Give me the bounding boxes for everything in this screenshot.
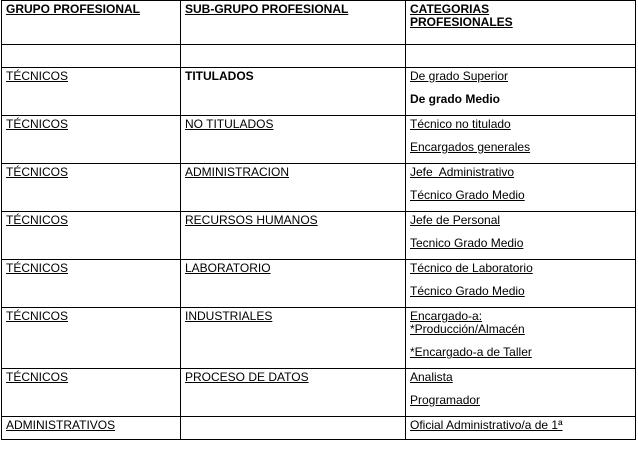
categorias-cell: Encargado-a: *Producción/Almacén *Encargado-a de Taller (406, 308, 636, 369)
table-spacer-row (2, 45, 636, 68)
professional-categories-table (1, 0, 636, 440)
table-row (2, 308, 636, 369)
grupo-cell: ADMINISTRATIVOS (2, 417, 181, 440)
table-row (2, 212, 636, 260)
subgrupo-cell: INDUSTRIALES (181, 308, 406, 369)
table-row (2, 164, 636, 212)
categorias-cell: Oficial Administrativo/a de 1ª (406, 417, 636, 440)
grupo-cell: TÉCNICOS (2, 116, 181, 164)
subgrupo-cell (181, 417, 406, 440)
grupo-cell: TÉCNICOS (2, 212, 181, 260)
table-row (2, 68, 636, 116)
subgrupo-cell: ADMINISTRACION (181, 164, 406, 212)
subgrupo-cell: PROCESO DE DATOS (181, 369, 406, 417)
grupo-cell: TÉCNICOS (2, 260, 181, 308)
table-row (2, 116, 636, 164)
table-header-row (2, 1, 636, 45)
table-row (2, 260, 636, 308)
categorias-cell: Analista Programador (406, 369, 636, 417)
grupo-cell: TÉCNICOS (2, 369, 181, 417)
header-sub-grupo-profesional: SUB-GRUPO PROFESIONAL (181, 1, 406, 45)
subgrupo-cell: LABORATORIO (181, 260, 406, 308)
subgrupo-cell: RECURSOS HUMANOS (181, 212, 406, 260)
table-row (2, 417, 636, 440)
grupo-cell: TÉCNICOS (2, 308, 181, 369)
categorias-cell: De grado Superior De grado Medio (406, 68, 636, 116)
subgrupo-cell: TITULADOS (181, 68, 406, 116)
categorias-cell: Jefe Administrativo Técnico Grado Medio (406, 164, 636, 212)
categorias-cell: Técnico de Laboratorio Técnico Grado Medio (406, 260, 636, 308)
header-grupo-profesional: GRUPO PROFESIONAL (2, 1, 181, 45)
grupo-cell: TÉCNICOS (2, 68, 181, 116)
grupo-cell: TÉCNICOS (2, 164, 181, 212)
header-categorias-profesionales: CATEGORIAS PROFESIONALES (406, 1, 636, 45)
categorias-cell: Jefe de Personal Tecnico Grado Medio (406, 212, 636, 260)
table-row (2, 369, 636, 417)
categorias-cell: Técnico no titulado Encargados generales (406, 116, 636, 164)
subgrupo-cell: NO TITULADOS (181, 116, 406, 164)
